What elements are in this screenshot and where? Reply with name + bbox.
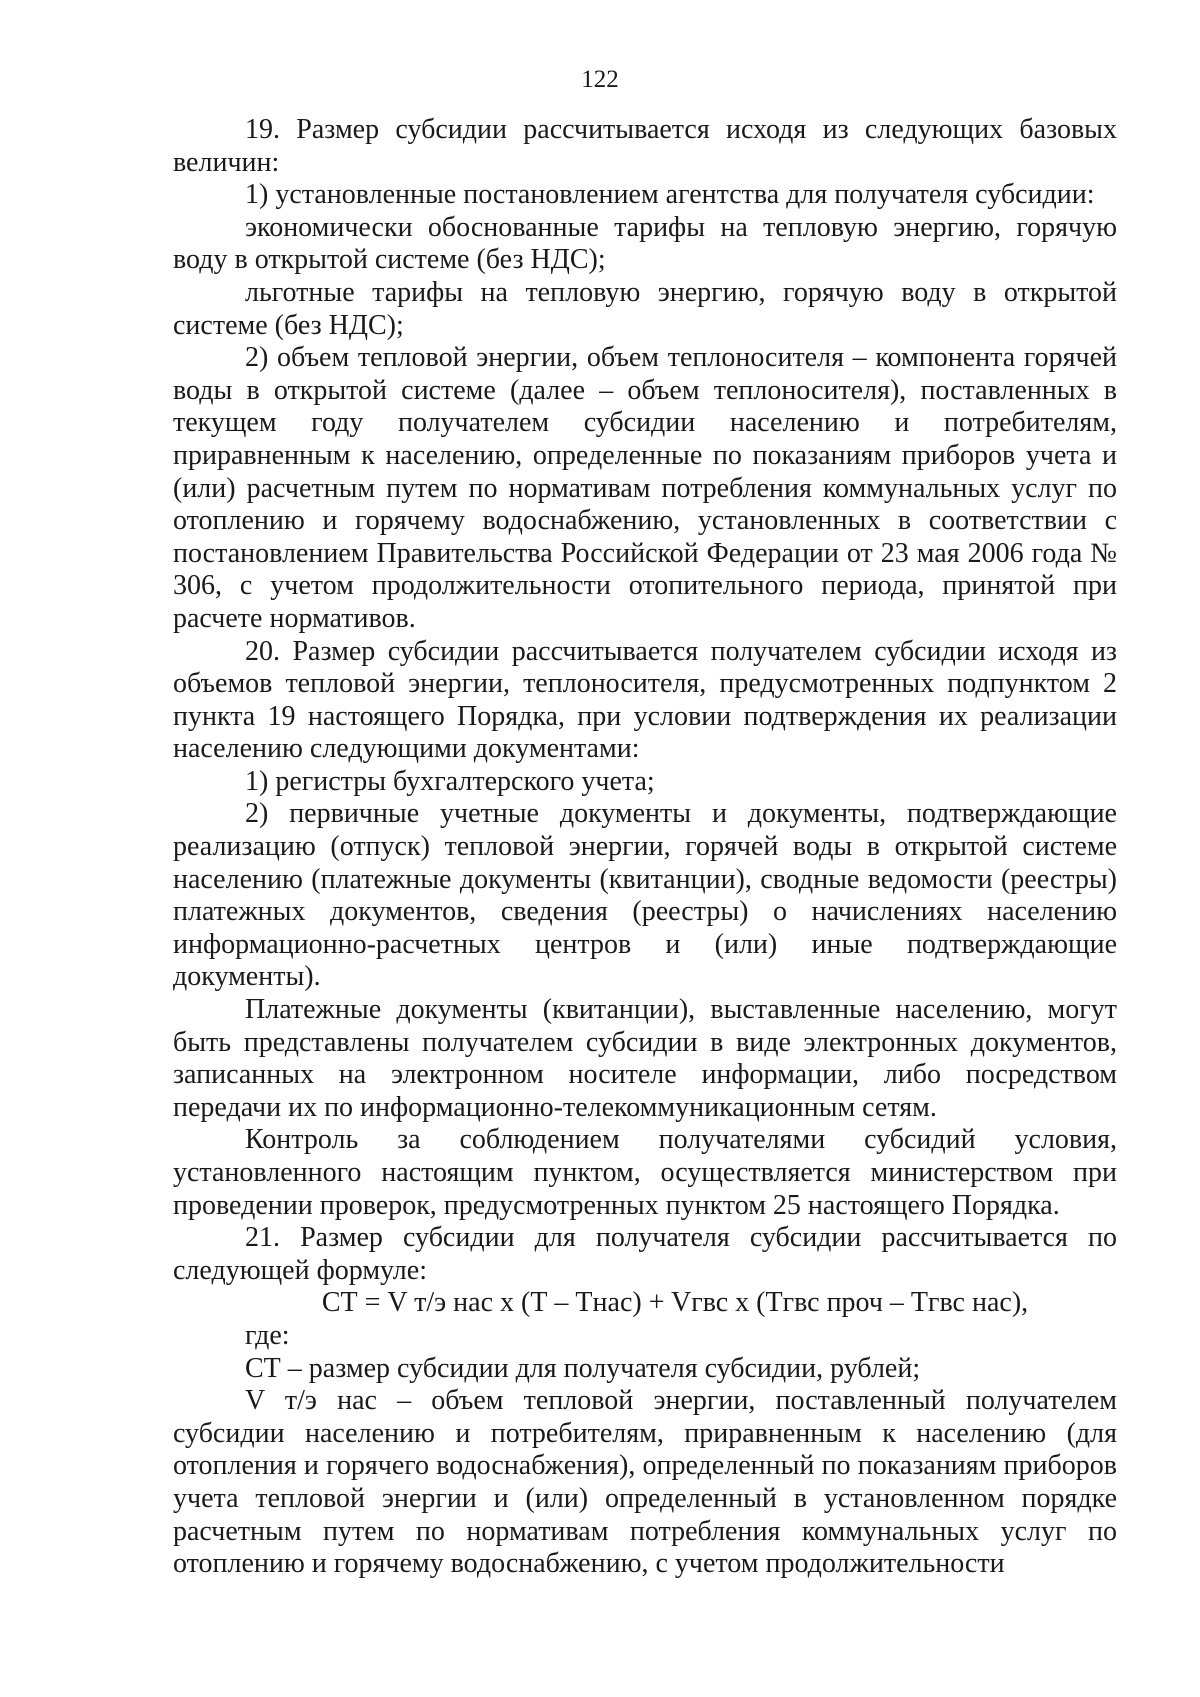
paragraph-st-definition: СТ – размер субсидии для получателя субсидии, рублей;: [245, 1352, 921, 1384]
paragraph-20-intro: 20. Размер субсидии рассчитывается получателем субсидии исходя из объемов тепловой энергии, теплоносителя, предусмотренных подпунктом 2 пункта 19 настоящего Порядка, при условии подтверждения их реализации населению следующими документами:: [173, 635, 1117, 765]
paragraph-19-item-1: 1) установленные постановлением агентства для получателя субсидии:: [245, 179, 1095, 211]
subsidy-formula: СТ = V т/э нас x (Т – Тнас) + Vгвс x (Тгвс проч – Тгвс нас),: [321, 1287, 1029, 1319]
paragraph-v-definition: V т/э нас – объем тепловой энергии, поставленный получателем субсидии населению и потребителям, приравненным к населению (для отопления и горячего водоснабжения), определенный по показаниям приборов учета тепловой энергии и (или) определенный в установленном порядке расчетным путем по нормативам потребления коммунальных услуг по отоплению и горячему водоснабжению, с учетом продолжительности: [173, 1385, 1117, 1580]
paragraph-21-intro: 21. Размер субсидии для получателя субсидии рассчитывается по следующей формуле:: [173, 1222, 1117, 1286]
paragraph-where: где:: [245, 1319, 290, 1351]
paragraph-19-item-2: 2) объем тепловой энергии, объем теплоносителя – компонента горячей воды в открытой системе (далее – объем теплоносителя), поставленных в текущем году получателем субсидии населению и потребителям, приравненным к населению, определенные по показаниям приборов учета и (или) расчетным путем по нормативам потребления коммунальных услуг по отоплению и горячему водоснабжению, установленных в соответствии с постановлением Правительства Российской Федерации от 23 мая 2006 года № 306, с учетом продолжительности отопительного периода, принятой при расчете нормативов.: [173, 342, 1117, 634]
paragraph-economic-tariffs: экономически обоснованные тарифы на тепловую энергию, горячую воду в открытой системе (без НДС);: [173, 211, 1117, 276]
paragraph-19-intro: 19. Размер субсидии рассчитывается исходя из следующих базовых величин:: [173, 114, 1117, 178]
page-number: 122: [581, 66, 619, 93]
paragraph-control: Контроль за соблюдением получателями субсидий условия, установленного настоящим пунктом, осуществляется министерством при проведении проверок, предусмотренных пунктом 25 настоящего Порядка.: [173, 1124, 1117, 1221]
document-body: [173, 114, 1117, 1581]
paragraph-20-item-1: 1) регистры бухгалтерского учета;: [245, 765, 655, 797]
paragraph-preferential-tariffs: льготные тарифы на тепловую энергию, горячую воду в открытой системе (без НДС);: [173, 276, 1117, 341]
paragraph-payment-documents: Платежные документы (квитанции), выставленные населению, могут быть представлены получателем субсидии в виде электронных документов, записанных на электронном носителе информации, либо посредством передачи их по информационно-телекоммуникационным сетям.: [173, 994, 1117, 1123]
paragraph-20-item-2: 2) первичные учетные документы и документы, подтверждающие реализацию (отпуск) тепловой энергии, горячей воды в открытой системе населению (платежные документы (квитанции), сводные ведомости (реестры) платежных документов, сведения (реестры) о начислениях населению информационно-расчетных центров и (или) иные подтверждающие документы).: [173, 798, 1117, 993]
